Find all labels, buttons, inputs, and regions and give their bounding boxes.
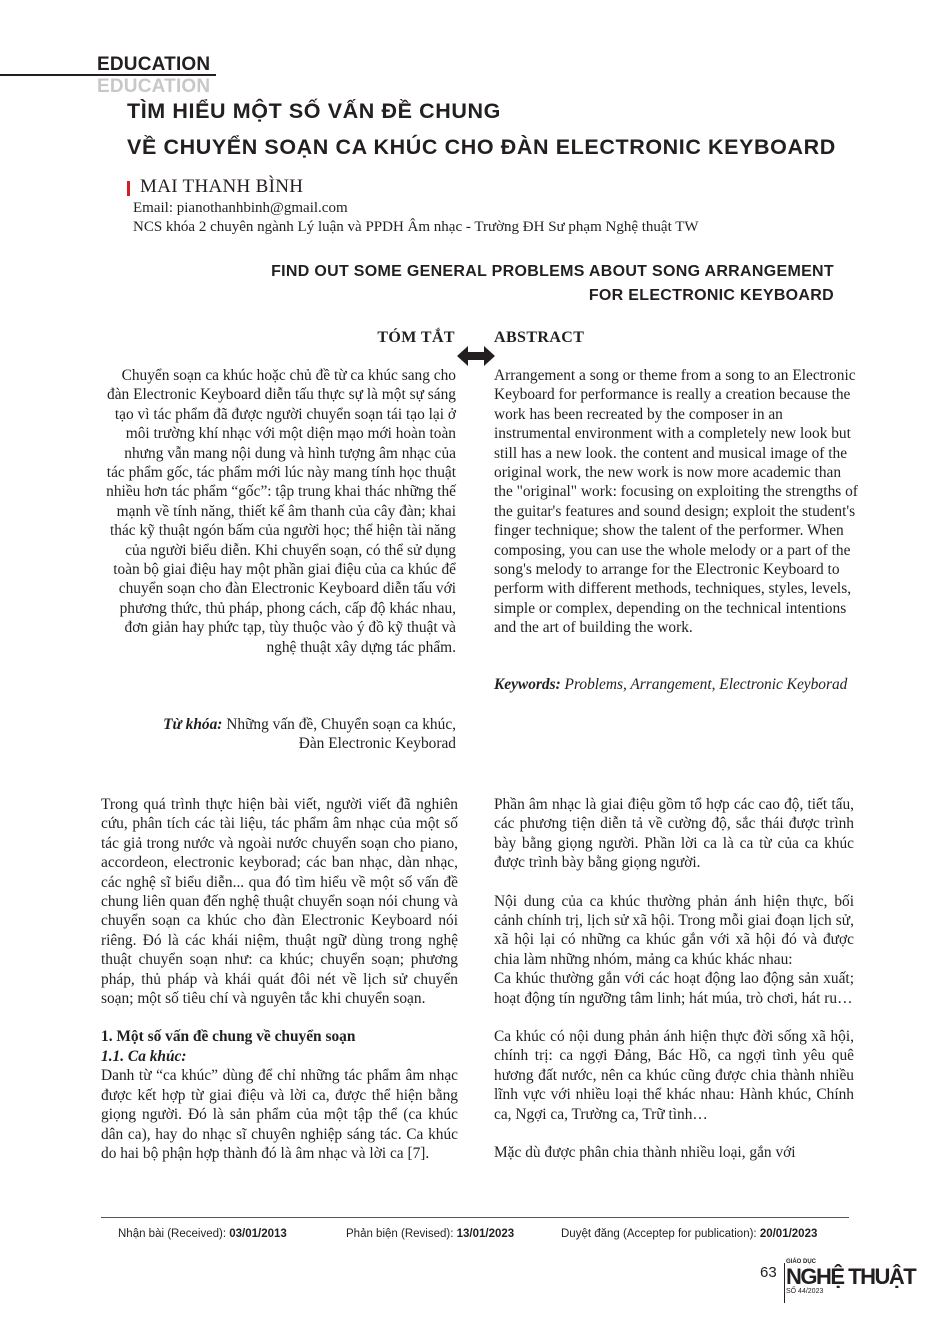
section-label-shadow: EDUCATION: [97, 76, 211, 97]
title-line-1: TÌM HIỂU MỘT SỐ VẤN ĐỀ CHUNG: [127, 99, 501, 123]
body-right-para-1: Phần âm nhạc là giai điệu gồm tổ hợp các cao độ, tiết tấu, các phương tiện diễn tả về cường độ, sắc thái được trình bày bằng giọng người. Phần lời ca là ca từ của ca khúc được trình bày bằng giọng người.: [494, 796, 854, 872]
keywords-vi-line-2: Đàn Electronic Keyborad: [298, 735, 456, 753]
accepted-label: Duyệt đăng (Acceptep for publication):: [561, 1228, 760, 1240]
page-number: 63: [760, 1264, 777, 1281]
keywords-vi-label: Từ khóa:: [163, 716, 223, 733]
summary-vi-text: Chuyển soạn ca khúc hoặc chủ đề từ ca khúc sang cho đàn Electronic Keyboard diễn tấu thực sự là một sự sáng tạo vì tác phẩm đã được người chuyển soạn tái tạo lại ở môi trường khí nhạc với một diện mạo mới hoàn toàn nhưng vẫn mang nội dung và hình tượng âm nhạc của tác phẩm gốc, tác phẩm mới lúc này mang tính học thuật nhiều hơn tác phẩm “gốc”: tập trung khai thác những thế mạnh về tính năng, thiết kế âm thanh của cây đàn; khai thác kỹ thuật ngón bấm của người học; thể hiện tài năng của người biểu diễn. Khi chuyển soạn, có thể sử dụng toàn bộ giai điệu hay một phần giai điệu của ca khúc để chuyển soạn cho đàn Electronic Keyboard diễn tấu với phương thức, thủ pháp, phong cách, cấp độ khác nhau, đơn giản hay phức tạp, tùy thuộc vào ý đồ kỹ thuật và nghệ thuật xây dựng tác phẩm.: [106, 367, 456, 656]
body-intro: Trong quá trình thực hiện bài viết, người viết đã nghiên cứu, phân tích các tài liệu, tác phẩm âm nhạc của một số tác giả trong nước và ngoài nước chuyển soạn cho piano, accordeon, electronic keyborad; các ban nhạc, dàn nhạc, các nghệ sĩ biểu diễn... qua đó tìm hiểu về một số vấn đề chung liên quan đến nghệ thuật chuyển soạn nói chung và chuyển soạn ca khúc cho đàn Electronic Keyboard nói riêng. Đó là các khái niệm, thuật ngữ dùng trong nghệ thuật chuyển soạn như: ca khúc; chuyển soạn; phương pháp, thủ pháp và khái quát đôi nét về lịch sử chuyển soạn; một số tiêu chí và nguyên tắc khi chuyển soạn.: [101, 796, 458, 1008]
magazine-issue: SỐ 44/2023: [786, 1288, 824, 1295]
body-right-para-3: Ca khúc thường gắn với các hoạt động lao động sản xuất; hoạt động tín ngưỡng tâm linh; hát múa, trò chơi, hát ru…: [494, 970, 854, 1007]
heading-section-1-1: 1.1. Ca khúc:: [101, 1047, 187, 1065]
footer-received: [118, 1228, 287, 1240]
english-title-line-1: FIND OUT SOME GENERAL PROBLEMS ABOUT SONG ARRANGEMENT: [271, 263, 834, 280]
body-right-para-5: Mặc dù được phân chia thành nhiều loại, gắn với: [494, 1144, 796, 1162]
author-email: Email: pianothanhbinh@gmail.com: [133, 200, 348, 216]
received-label: Nhận bài (Received):: [118, 1228, 230, 1240]
body-left-column: [101, 795, 458, 1163]
summary-heading-vi: TÓM TẮT: [377, 329, 455, 346]
body-right-para-4: Ca khúc có nội dung phản ánh hiện thực đời sống xã hội, chính trị: ca ngợi Đảng, Bác Hồ, ca ngợi tình yêu quê hương đất nước, nên ca khúc cũng được chia thành nhiều lĩnh vực với nhiều loại thể khác nhau: Hành khúc, Chính ca, Ngợi ca, Trường ca, Trữ tình…: [494, 1028, 854, 1123]
received-date: 03/01/2013: [229, 1228, 287, 1240]
para-section-1-1: Danh từ “ca khúc” dùng để chỉ những tác phẩm âm nhạc được kết hợp từ giai điệu và lời ca, được thể hiện bằng giọng người. Đó là sản phẩm của một tập thể (ca khúc dân ca), hay do nhạc sĩ chuyên nghiệp sáng tác. Ca khúc do hai bộ phận hợp thành đó là âm nhạc và lời ca [7].: [101, 1067, 458, 1162]
page-divider: [784, 1263, 785, 1303]
title-line-2: VỀ CHUYỂN SOẠN CA KHÚC CHO ĐÀN ELECTRONIC KEYBOARD: [127, 135, 836, 159]
keywords-en: [494, 675, 858, 694]
keywords-en-label: Keywords:: [494, 676, 561, 693]
accepted-date: 20/01/2023: [759, 1228, 818, 1240]
keywords-vi-line-1: Những vấn đề, Chuyển soạn ca khúc,: [222, 716, 456, 733]
body-right-column: [494, 795, 854, 1163]
footer-rule: [101, 1217, 849, 1218]
author-marker: [127, 181, 130, 196]
author-name: MAI THANH BÌNH: [140, 176, 304, 197]
double-arrow-icon: [457, 346, 495, 366]
footer-revised: [346, 1228, 514, 1240]
keywords-en-values: Problems, Arrangement, Electronic Keyborad: [560, 676, 848, 693]
footer-accepted: [561, 1228, 817, 1240]
magazine-logo-top: GIÁO DỤC: [786, 1259, 816, 1265]
revised-label: Phản biện (Revised):: [346, 1228, 457, 1240]
revised-date: 13/01/2023: [456, 1228, 515, 1240]
summary-en-text: Arrangement a song or theme from a song to an Electronic Keyboard for performance is really a creation because the work has been recreated by the composer in an instrumental environment with a completely new look but still has a new look. the content and musical image of the original work, the new work is now more academic than the "original" work: focusing on exploiting the strengths of the guitar's features and sound design; exploit the student's finger technique; show the talent of the performer. When composing, you can use the whole melody or a part of the song's melody to arrange for the Electronic Keyboard to perform with different methods, techniques, styles, levels, simple or complex, depending on the technical intentions and the art of building the work.: [494, 367, 858, 637]
section-label: EDUCATION: [97, 54, 211, 75]
summary-heading-en: ABSTRACT: [494, 329, 585, 346]
author-affiliation: NCS khóa 2 chuyên ngành Lý luận và PPDH Âm nhạc - Trường ĐH Sư phạm Nghệ thuật TW: [133, 219, 699, 235]
magazine-name: NGHỆ THUẬT: [786, 1264, 916, 1289]
body-right-para-2: Nội dung của ca khúc thường phản ánh hiện thực, bối cảnh chính trị, lịch sử xã hội. Trong mỗi giai đoạn lịch sử, xã hội lại có những ca khúc gắn với xã hội đó và được chia làm những nhóm, mảng ca khúc khác nhau:: [494, 892, 854, 968]
heading-section-1: 1. Một số vấn đề chung về chuyển soạn: [101, 1028, 356, 1046]
english-title-line-2: FOR ELECTRONIC KEYBOARD: [588, 287, 834, 304]
keywords-vi: [104, 715, 456, 754]
magazine-logo: [786, 1259, 916, 1295]
